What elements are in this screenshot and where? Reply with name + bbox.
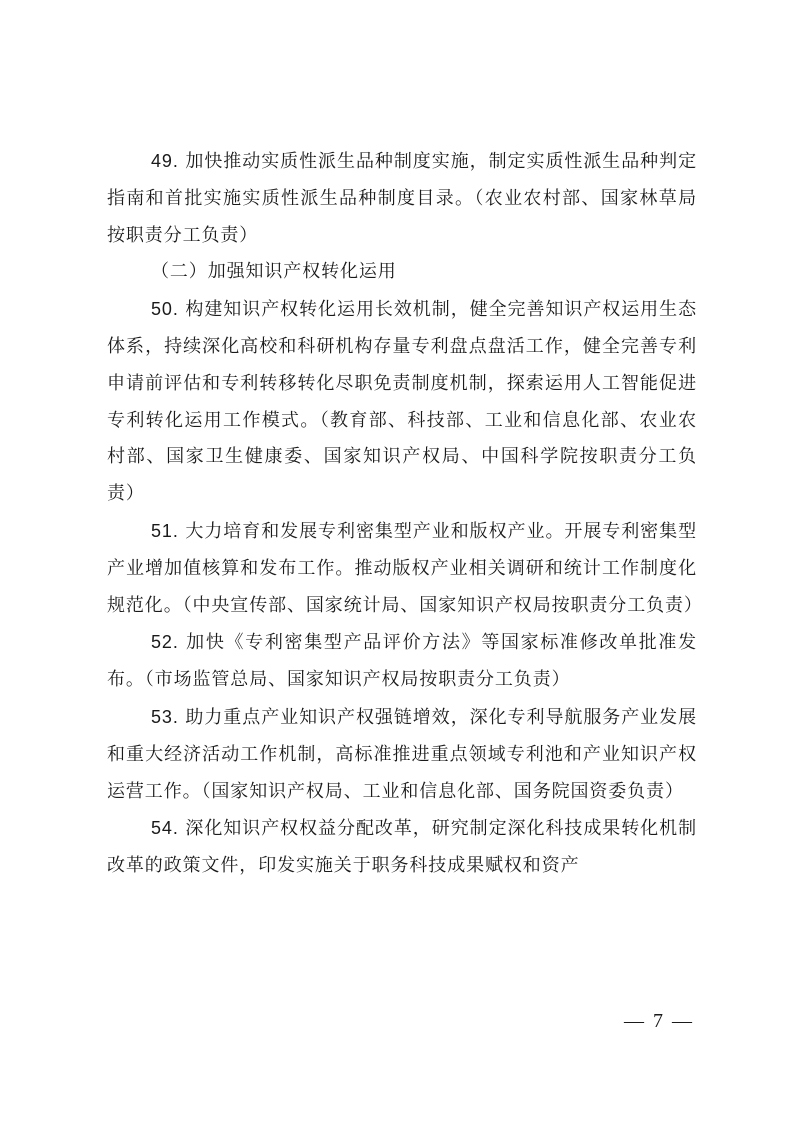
paragraph-text: 大力培育和发展专利密集型产业和版权产业。开展专利密集型产业增加值核算和发布工作。推动版权产业相关调研和统计工作制度化规范化。（中央宣传部、国家统计局、国家知识产权局按职责分工负责） xyxy=(107,520,703,616)
item-number: 54. xyxy=(151,818,179,839)
paragraph-text: 加快推动实质性派生品种制度实施，制定实质性派生品种判定指南和首批实施实质性派生品种制度目录。（农业农村部、国家林草局按职责分工负责） xyxy=(107,151,697,246)
item-number: 49. xyxy=(151,151,179,171)
item-number: 53. xyxy=(151,706,179,727)
paragraph-text: 加快《专利密集型产品评价方法》等国家标准修改单批准发布。（市场监管总局、国家知识产权局按职责分工负责） xyxy=(107,632,697,691)
paragraph-49 xyxy=(107,143,697,254)
page-number: — 7 — xyxy=(624,1010,694,1032)
item-number: 51. xyxy=(151,520,179,541)
paragraph-50 xyxy=(107,291,697,513)
paragraph-text: 构建知识产权转化运用长效机制，健全完善知识产权运用生态体系，持续深化高校和科研机构存量专利盘点盘活工作，健全完善专利申请前评估和专利转移转化尽职免责制度机制，探索运用人工智能促进专利转化运用工作模式。（教育部、科技部、工业和信息化部、农业农村部、国家卫生健康委、国家知识产权局、中国科学院按职责分工负责） xyxy=(107,299,697,505)
heading-text: （二）加强知识产权转化运用 xyxy=(151,261,397,283)
paragraph-51 xyxy=(107,513,703,624)
section-heading xyxy=(107,254,697,291)
paragraph-54 xyxy=(107,810,697,885)
paragraph-text: 助力重点产业知识产权强链增效，深化专利导航服务产业发展和重大经济活动工作机制，高标准推进重点领域专利池和产业知识产权运营工作。（国家知识产权局、工业和信息化部、国务院国资委负责） xyxy=(107,706,697,802)
body-text xyxy=(107,143,703,885)
item-number: 52. xyxy=(151,632,179,653)
paragraph-52 xyxy=(107,624,697,699)
item-number: 50. xyxy=(151,299,179,320)
paragraph-53 xyxy=(107,699,697,810)
paragraph-text: 深化知识产权权益分配改革，研究制定深化科技成果转化机制改革的政策文件，印发实施关于职务科技成果赋权和资产 xyxy=(107,818,697,877)
